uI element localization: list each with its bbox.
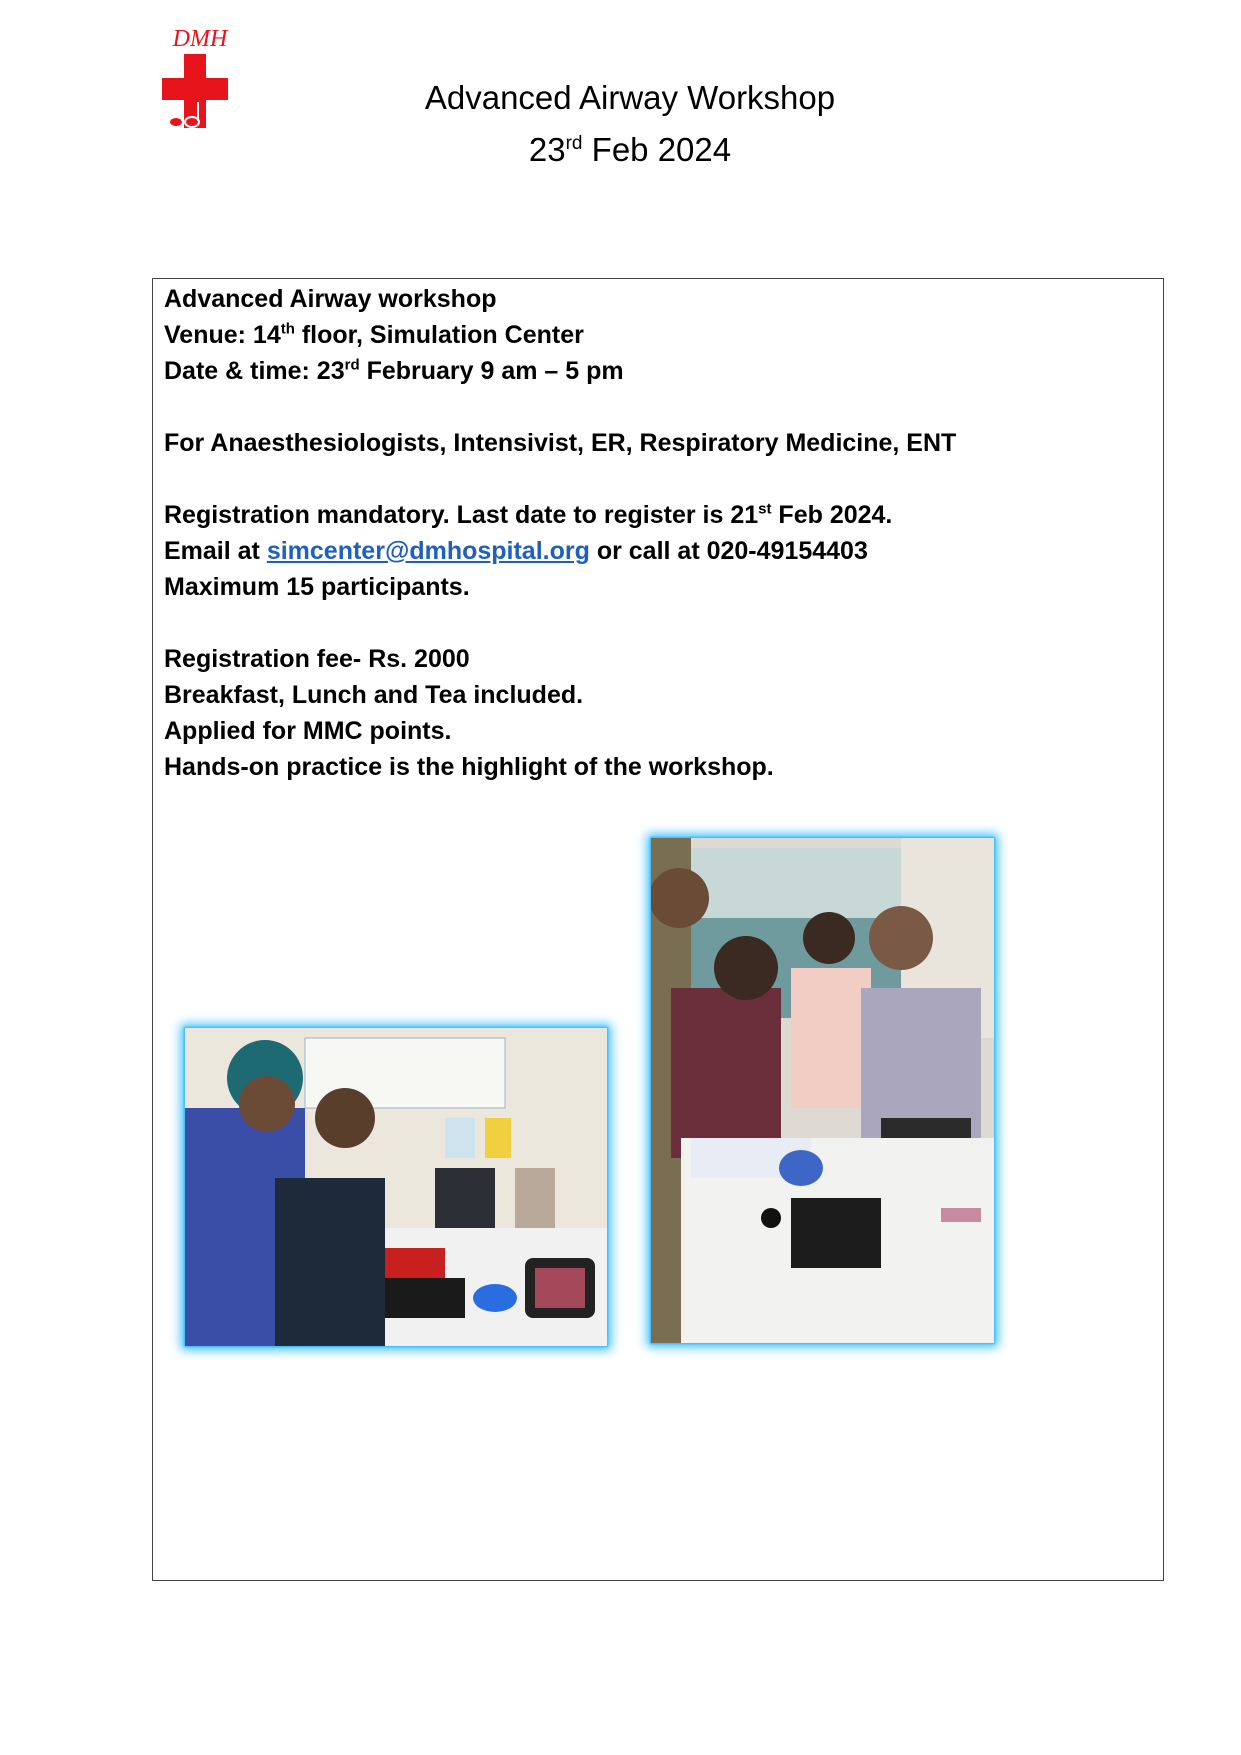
meals-line: Breakfast, Lunch and Tea included. (164, 681, 584, 709)
page-header (330, 75, 930, 173)
page-title: Advanced Airway Workshop (424, 79, 836, 116)
workshop-photo-group (651, 838, 994, 1343)
details-heading: Advanced Airway workshop (164, 285, 497, 313)
fee-line: Registration fee- Rs. 2000 (164, 645, 470, 673)
header-date: 23rd Feb 2024 (528, 131, 732, 168)
logo-text: DMH (172, 26, 228, 52)
audience-line: For Anaesthesiologists, Intensivist, ER, Respiratory Medicine, ENT (164, 429, 957, 457)
datetime-line: Date & time: 23rd February 9 am – 5 pm (164, 356, 624, 385)
max-participants: Maximum 15 participants. (164, 573, 470, 601)
venue-line: Venue: 14th floor, Simulation Center (164, 320, 584, 349)
registration-line: Registration mandatory. Last date to register is 21st Feb 2024. (164, 500, 893, 529)
details-content (164, 281, 1144, 785)
workshop-photo-intubation (185, 1028, 607, 1346)
highlight-line: Hands-on practice is the highlight of the workshop. (164, 753, 774, 781)
email-link[interactable]: simcenter@dmhospital.org (266, 537, 590, 565)
contact-line: Email at simcenter@dmhospital.org or call at 020-49154403 (164, 537, 868, 565)
points-line: Applied for MMC points. (164, 717, 452, 745)
hospital-logo (150, 22, 250, 132)
